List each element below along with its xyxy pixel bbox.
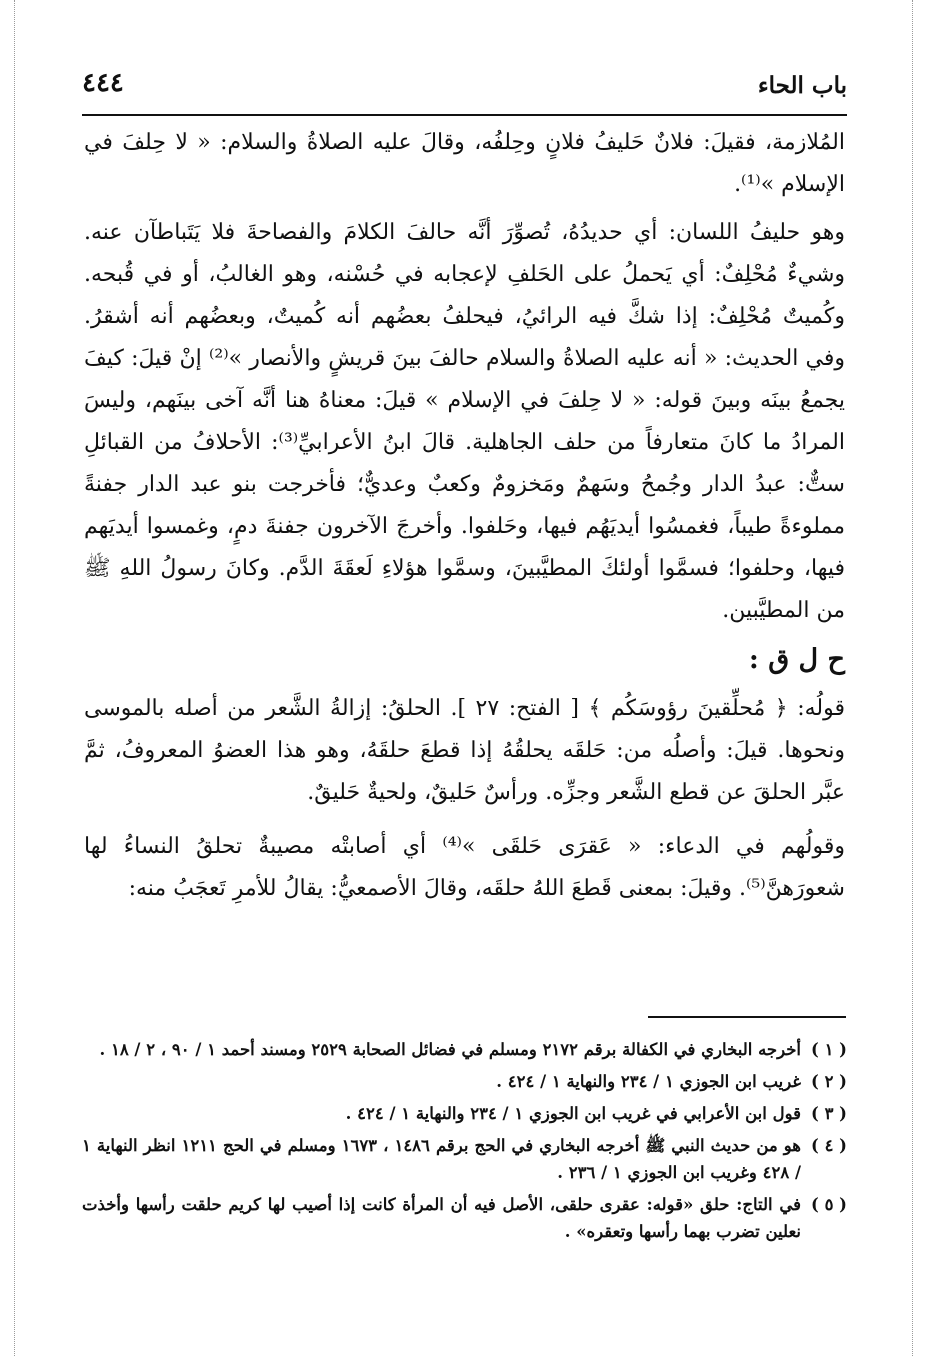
footnote-rule [648, 1016, 846, 1018]
footnote-number: ( ٥ ) [811, 1195, 847, 1214]
paragraph: وهو حليفُ اللسان: أي حديدُهُ، تُصوِّرَ أنَّه حالفَ الكلامَ والفصاحةَ فلا يَتَباطآن عنه. وشيءٌ مُحْلِفٌ: أي يَحملُ على الحَلفِ لإعجابه في حُسْنه، وهو الغالبُ، أو في قُبحه. وكُميتٌ مُحْلِفٌ: إذا شكَّ فيه الرائيُ، فيحلفُ بعضُهم أنه كُميتٌ، وبعضُهم أنه أشقرُ. وفي الحديث: « أنه عليه الصلاةُ والسلام حالفَ بينَ قريشٍ والأنصار »⁽²⁾ إنْ قيلَ: كيفَ يجمعُ بينَه وبينَ قوله: « لا حِلفَ في الإسلام » قيلَ: معناهُ هنا أنَّه آخى بينَهم، وليسَ المرادُ ما كانَ متعارفاً من حلف الجاهلية. قالَ ابنُ الأعرابيِّ⁽³⁾: الأحلافُ من القبائلِ ستٌّ: عبدُ الدار وجُمحُ وسَهمٌ ومَخزومٌ وكعبٌ وعديٌّ؛ فأخرجت بنو عبد الدار جفنةً مملوءةً طيباً، فغمسُوا أيديَهُم فيها، وحَلفوا. وأخرجَ الآخرون جفنةَ دمٍ، وغمسوا أيديَهم فيها، وحلفوا؛ فسمَّوا أولئكَ المطيَّبينَ، وسمَّوا هؤلاءِ لَعقَةَ الدَّم. وكانَ رسولُ اللهِ ﷺ من المطيَّبين. [84, 220, 846, 623]
paragraph: المُلازمة، فقيلَ: فلانٌ حَليفُ فلانٍ وحِلفُه، وقالَ عليه الصلاةُ والسلام: « لا حِلفَ في الإسلام »⁽¹⁾. [84, 130, 845, 197]
scan-edge-right [912, 0, 915, 1356]
scan-edge-left [14, 0, 17, 1356]
chapter-title: باب الحاء [757, 72, 847, 99]
paragraph: قولُه: ﴿ مُحلِّقينَ رؤوسَكُم ﴾ [ الفتح: ٢٧ ]. الحلقُ: إزالةُ الشَّعر من أصله بالموسى ونحوها. قيلَ: وأصلُه من: حَلقَه يحلقُهُ إذا قطعَ حلقَهُ، وهو هذا العضوُ المعروفُ، ثمَّ عبَّر الحلقَ عن قطع الشَّعر وجزِّه. ورأسٌ حَليقٌ، ولحيةٌ حَليقٌ. [84, 696, 845, 805]
footnote [82, 1036, 847, 1063]
footnote-number: ( ٣ ) [811, 1104, 847, 1123]
footnote-text: أخرجه البخاري في الكفالة برقم ٢١٧٢ ومسلم في فضائل الصحابة ٢٥٢٩ ومسند أحمد ١ / ٩٠ ، ٢ / ١٨ . [99, 1040, 801, 1059]
paragraph: وقولُهم في الدعاء: « عَقرَى حَلقَى »⁽⁴⁾ أي أصابتْه مصيبةٌ تحلقُ النساءُ لها شعورَهنَّ⁽⁵⁾. وقيلَ: بمعنى قَطعَ اللهُ حلقَه، وقالَ الأصمعيُّ: يقالُ للأمرِ تَعجَبُ منه: [84, 834, 845, 901]
footnote [82, 1191, 847, 1245]
footnote-text: غريب ابن الجوزي ١ / ٢٣٤ والنهاية ١ / ٤٢٤ . [496, 1072, 801, 1091]
footnote-text: هو من حديث النبي ﷺ أخرجه البخاري في الحج برقم ١٤٨٦ ، ١٦٧٣ ومسلم في الحج ١٢١١ انظر النهاية ١ / ٤٢٨ وغريب ابن الجوزي ١ / ٢٣٦ . [82, 1136, 801, 1182]
footnote [82, 1068, 847, 1095]
footnote-text: في التاج: حلق «قوله: عقرى حلقى، الأصل فيه أن المرأة كانت إذا أصيب لها كريم حلقت رأسها وأخذت نعلين تضرب بهما رأسها وتعقره» . [82, 1195, 801, 1241]
footnotes [82, 1036, 847, 1250]
footnote-number: ( ١ ) [811, 1040, 847, 1059]
section-heading: ح ل ق : [748, 644, 845, 675]
footnote-text: قول ابن الأعرابي في غريب ابن الجوزي ١ / ٢٣٤ والنهاية ١ / ٤٢٤ . [345, 1104, 801, 1123]
footnote-number: ( ٤ ) [811, 1136, 847, 1155]
main-text [84, 122, 845, 916]
header-rule [82, 114, 847, 116]
footnote [82, 1100, 847, 1127]
footnote [82, 1132, 847, 1186]
page-number: ٤٤٤ [82, 68, 124, 98]
page-header [82, 68, 847, 112]
footnote-number: ( ٢ ) [811, 1072, 847, 1091]
